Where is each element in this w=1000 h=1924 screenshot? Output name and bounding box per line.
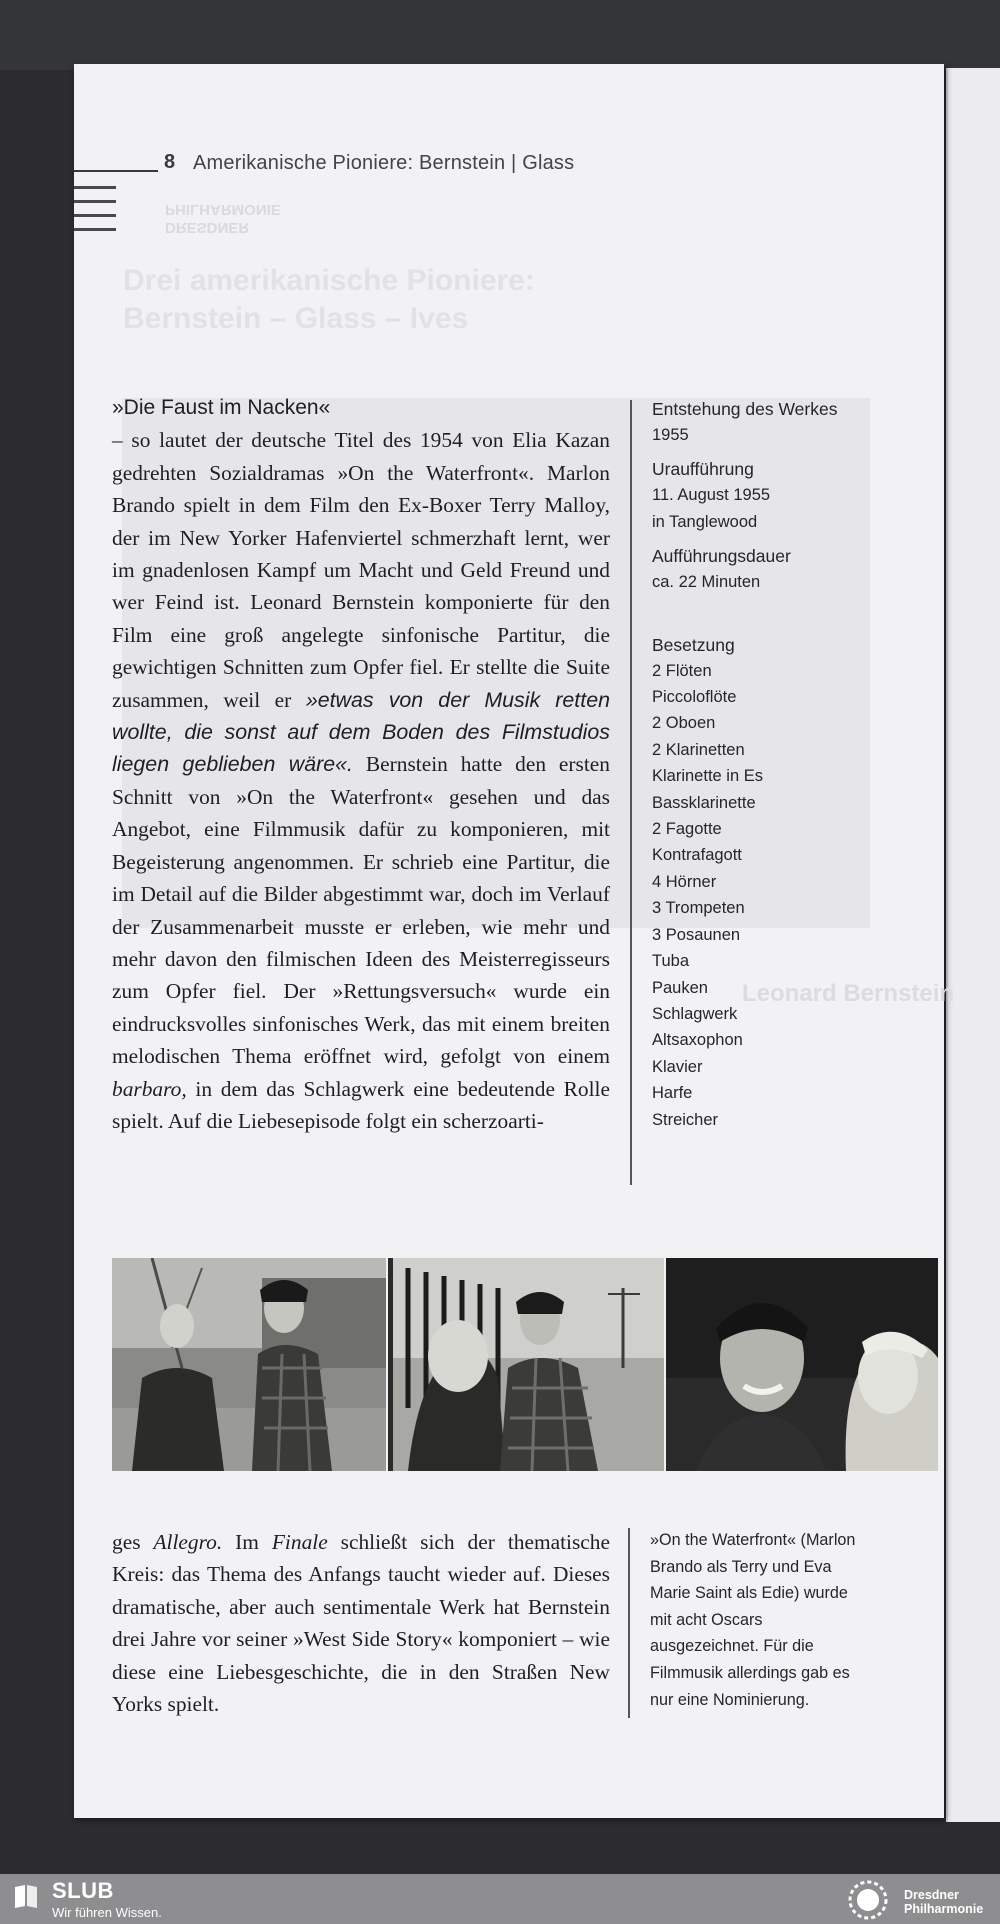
sidebar-divider xyxy=(630,400,632,1185)
instrument-item: 2 Fagotte xyxy=(652,820,722,839)
still-photo-1 xyxy=(112,1258,386,1471)
still-photo-2 xyxy=(388,1258,664,1471)
margin-stripe xyxy=(74,214,116,217)
showthrough-logo: DRESDNER PHILHARMONIE xyxy=(165,201,281,236)
inline-quote: »etwas von der Musik retten wollte, die sonst auf dem Boden des Filmstudios liegen geblieben wäre«. xyxy=(112,687,610,777)
instrument-item: Altsaxophon xyxy=(652,1031,743,1050)
footer-bar xyxy=(0,1874,1000,1924)
work-facts xyxy=(652,396,837,1133)
instrument-item: Tuba xyxy=(652,952,689,971)
instrument-item: 3 Posaunen xyxy=(652,925,741,944)
duration-value: ca. 22 Minuten xyxy=(652,573,761,592)
instrument-item: Piccoloflöte xyxy=(652,688,737,707)
instrument-item: Bassklarinette xyxy=(652,793,756,812)
instrument-item: Klavier xyxy=(652,1057,703,1076)
instrument-item: Harfe xyxy=(652,1084,693,1103)
article-paragraph-2: ges Allegro. Im Finale schließt sich der thematische Kreis: das Thema des Anfangs taucht wieder auf. Dieses dramatische, aber auch sentimentale Werk hat Bernstein drei Jahre vor seiner »West Side Story« komponiert – wie diese eine Liebesgeschichte, die in den Straßen New Yorks spielt. xyxy=(112,1530,610,1717)
still-photo-3 xyxy=(666,1258,938,1471)
slub-tagline: Wir führen Wissen. xyxy=(52,1905,162,1920)
showthrough-title: Drei amerikanische Pioniere: Bernstein – Glass – Ives xyxy=(123,264,535,335)
article-heading: »Die Faust im Nacken« xyxy=(112,396,331,419)
caption-divider xyxy=(628,1528,630,1718)
margin-stripe xyxy=(74,200,116,203)
film-stills xyxy=(112,1258,938,1471)
scoring-label: Besetzung xyxy=(652,634,735,655)
premiere-date: 11. August 1955 xyxy=(652,486,771,505)
photo-caption: »On the Waterfront« (Marlon Brando als Terry und Eva Marie Saint als Edie) wurde mit acht Oscars ausgezeichnet. Für die Filmmusik allerdings gab es nur eine Nominierung. xyxy=(650,1531,856,1709)
header-rule xyxy=(74,170,158,172)
instrument-item: Pauken xyxy=(652,978,708,997)
showthrough-heading: Leonard Bernstein xyxy=(742,980,955,1007)
book-icon xyxy=(12,1882,40,1910)
instrument-item: 2 Klarinetten xyxy=(652,740,745,759)
margin-stripe xyxy=(74,228,116,231)
instrument-item: Streicher xyxy=(652,1110,719,1129)
origin-label: Entstehung des Werkes xyxy=(652,399,838,419)
article-paragraph-1: »Die Faust im Nacken« – so lautet der deutsche Titel des 1954 von Elia Kazan gedrehten Sozialdramas »On the Waterfront«. Marlon Brando spielt in dem Film den Ex-Boxer Terry Malloy, der im New Yorker Hafenviertel schmerzhaft lernt, wer im gnadenlosen Kampf um Macht und Geld Freund und wer Feind ist. Leonard Bernstein komponierte für den Film eine groß angelegte sinfonische Partitur, die gewichtigen Schnitten zum Opfer fiel. Er stellte die Suite zusammen, weil er »etwas von der Musik retten wollte, die sonst auf dem Boden des Filmstudios liegen geblieben wäre«. Bernstein hatte den ersten Schnitt von »On the Waterfront« gesehen und das Angebot, eine Filmmusik dafür zu komponieren, mit Begeisterung angenommen. Er schrieb eine Partitur, die im Detail auf die Bilder abgestimmt war, doch im Verlauf der Zusammenarbeit musste er erleben, wie mehr und mehr davon den filmischen Ideen des Meisterregisseurs zum Opfer fiel. Der »Rettungsversuch« wurde ein eindrucksvolles sinfonisches Werk, das mit einem breiten melodischen Thema eröffnet wird, gefolgt von einem barbaro, in dem das Schlagwerk eine bedeutende Rolle spielt. Auf die Liebesepisode folgt ein scherzoarti- xyxy=(112,392,610,1137)
slub-logo-text: SLUB xyxy=(52,1878,114,1903)
premiere-label: Uraufführung xyxy=(652,459,754,480)
instrument-item: 4 Hörner xyxy=(652,872,717,891)
instrument-item: Schlagwerk xyxy=(652,1004,738,1023)
philharmonie-name: Dresdner Philharmonie xyxy=(904,1888,984,1916)
origin-value: 1955 xyxy=(652,426,689,444)
duration-label: Aufführungsdauer xyxy=(652,546,791,567)
margin-stripe xyxy=(74,186,116,189)
scan-background-top xyxy=(0,0,1000,70)
premiere-place: in Tanglewood xyxy=(652,512,758,531)
instrument-item: Kontrafagott xyxy=(652,846,742,865)
page-number: 8 xyxy=(164,151,176,173)
instrument-item: 3 Trompeten xyxy=(652,899,745,918)
instrument-item: Klarinette in Es xyxy=(652,767,763,786)
philharmonie-logo-icon xyxy=(842,1878,894,1922)
instrument-item: 2 Flöten xyxy=(652,661,712,680)
next-page-edge xyxy=(946,68,1000,1822)
instrument-item: 2 Oboen xyxy=(652,714,716,733)
instrument-list xyxy=(652,658,837,1133)
running-title: Amerikanische Pioniere: Bernstein | Glass xyxy=(193,152,575,174)
